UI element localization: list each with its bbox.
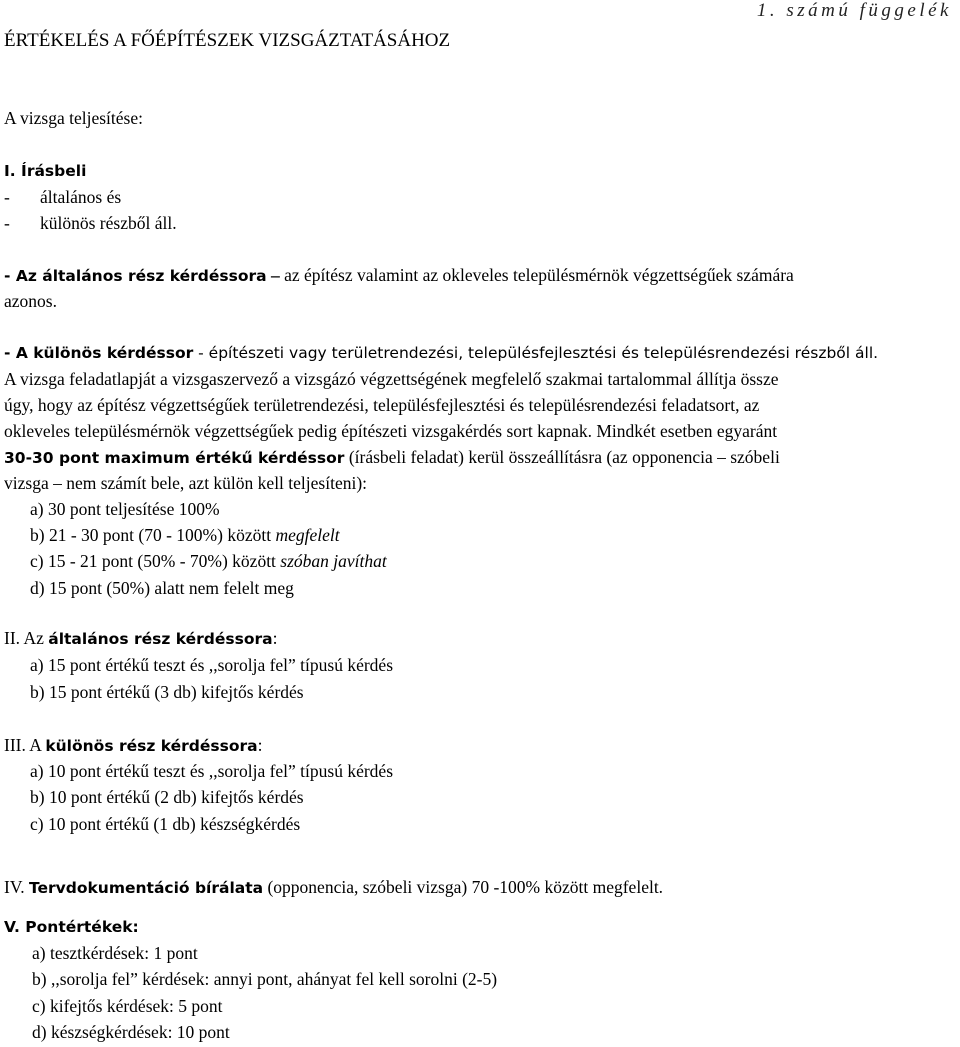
section3-item-c: c) 10 pont értékű (1 db) készségkérdés (30, 814, 301, 834)
general-paragraph-line1: - Az általános rész kérdéssora – az építész valamint az okleveles településmérnök végzettségűek számára (4, 265, 794, 285)
section1-item-special: - különös részből áll. (4, 213, 177, 233)
grading-item-b: b) 21 - 30 pont (70 - 100%) között megfelelt (30, 525, 340, 545)
section3-item-a: a) 10 pont értékű teszt és ,,sorolja fel” típusú kérdés (30, 761, 394, 781)
grading-item-a: a) 30 pont teljesítése 100% (30, 499, 220, 519)
section5-item-b: b) ,,sorolja fel” kérdések: annyi pont, ahányat fel kell sorolni (2-5) (32, 969, 498, 989)
section2-item-b: b) 15 pont értékű (3 db) kifejtős kérdés (30, 682, 304, 702)
section5-item-a: a) tesztkérdések: 1 pont (32, 943, 198, 963)
section3-heading: III. A különös rész kérdéssora: (4, 735, 263, 755)
grading-item-c: c) 15 - 21 pont (50% - 70%) között szóban javíthat (30, 551, 387, 571)
grading-item-d: d) 15 pont (50%) alatt nem felelt meg (30, 578, 294, 598)
section4-line: IV. Tervdokumentáció bírálata (opponencia, szóbeli vizsga) 70 -100% között megfelelt. (4, 877, 664, 897)
section5-item-c: c) kifejtős kérdések: 5 pont (32, 996, 223, 1016)
intro-text: A vizsga teljesítése: (4, 108, 143, 128)
section1-item-general: - általános és (4, 187, 122, 207)
special-paragraph-line4: okleveles településmérnök végzettségűek pedig építészeti vizsgakérdés sort kapnak. Mindkét esetben egyaránt (4, 421, 778, 441)
special-paragraph-line2: A vizsga feladatlapját a vizsgaszervező a vizsgázó végzettségének megfelelő szakmai tartalommal állítja össze (4, 369, 779, 389)
section2-item-a: a) 15 pont értékű teszt és ,,sorolja fel” típusú kérdés (30, 655, 394, 675)
section5-heading: V. Pontértékek: (4, 918, 139, 936)
special-paragraph-line6: vizsga – nem számít bele, azt külön kell teljesíteni): (4, 473, 368, 493)
appendix-label: 1. számú függelék (756, 0, 952, 21)
special-paragraph-line3: úgy, hogy az építész végzettségűek területrendezési, településfejlesztési és településrendezési feladatsort, az (4, 395, 760, 415)
section2-heading: II. Az általános rész kérdéssora: (4, 628, 278, 648)
section3-item-b: b) 10 pont értékű (2 db) kifejtős kérdés (30, 787, 304, 807)
special-paragraph-line1: - A különös kérdéssor - építészeti vagy területrendezési, településfejlesztési és településrendezési részből áll. (4, 344, 879, 362)
section1-heading: I. Írásbeli (4, 162, 87, 180)
general-paragraph-line2: azonos. (4, 291, 57, 311)
section5-item-d: d) készségkérdések: 10 pont (32, 1022, 230, 1042)
special-paragraph-line5: 30-30 pont maximum értékű kérdéssor (írásbeli feladat) kerül összeállításra (az opponencia – szóbeli (4, 447, 780, 467)
document-title: ÉRTÉKELÉS A FŐÉPÍTÉSZEK VIZSGÁZTATÁSÁHOZ (4, 30, 451, 51)
